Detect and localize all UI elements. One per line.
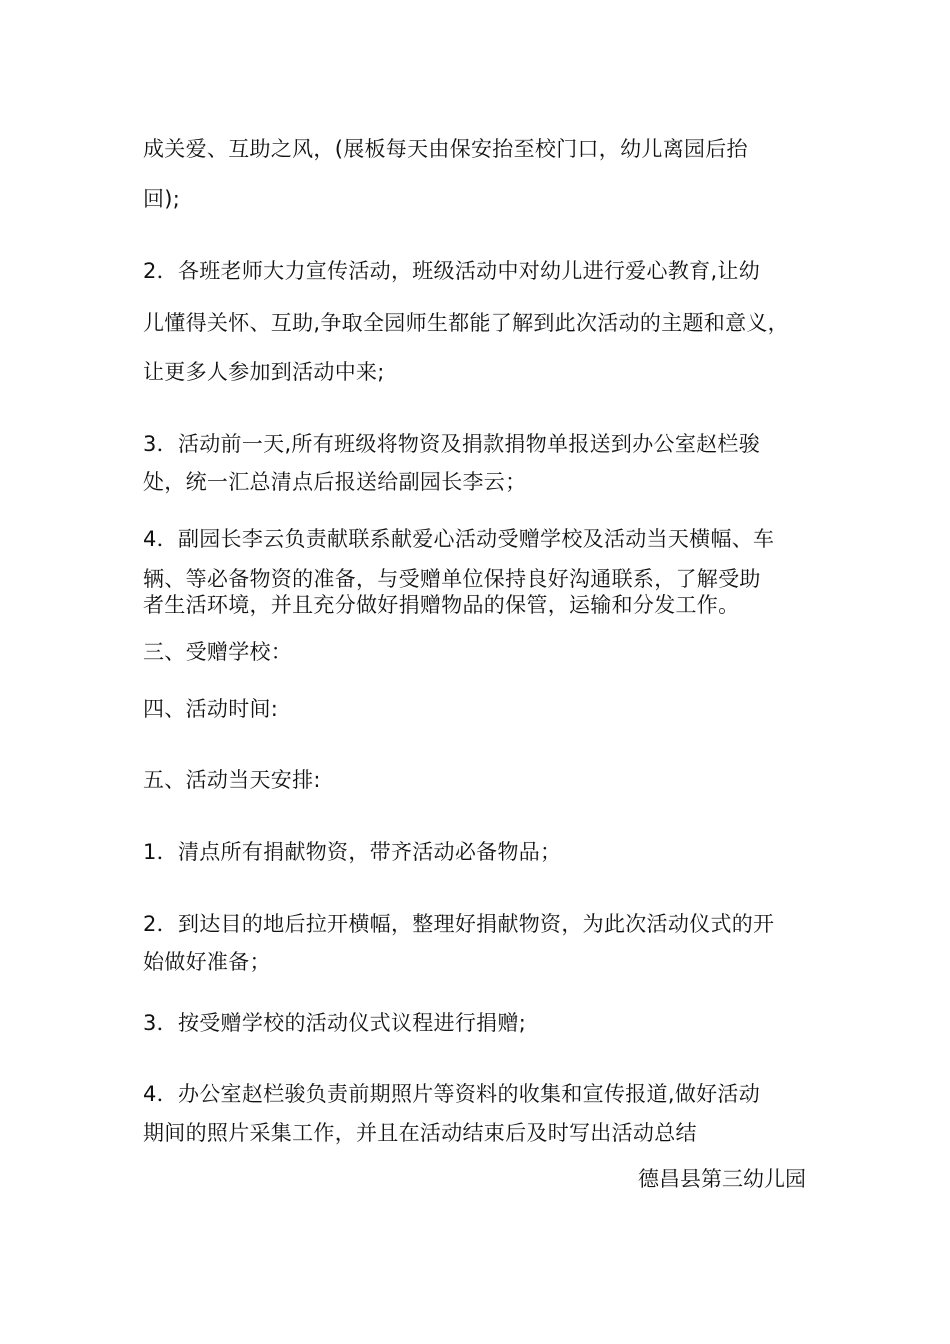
text-line: 成关爱、互助之风，(展板每天由保安抬至校门口，幼儿离园后抬 — [143, 137, 748, 161]
text-line: 3．活动前一天,所有班级将物资及捐款捐物单报送到办公室赵栏骏 — [143, 432, 761, 456]
text-line: 4．副园长李云负责献联系献爱心活动受赠学校及活动当天横幅、车 — [143, 527, 775, 551]
text-line: 者生活环境，并且充分做好捐赠物品的保管，运输和分发工作。 — [143, 593, 740, 617]
section-heading: 四、活动时间: — [143, 697, 279, 721]
signature-organization: 德昌县第三幼儿园 — [638, 1167, 806, 1191]
text-line: 3．按受赠学校的活动仪式议程进行捐赠; — [143, 1011, 527, 1035]
text-line: 始做好准备； — [143, 950, 271, 974]
text-line: 辆、等必备物资的准备，与受赠单位保持良好沟通联系，了解受助 — [143, 567, 761, 591]
text-line: 期间的照片采集工作，并且在活动结束后及时写出活动总结 — [143, 1121, 697, 1145]
text-line: 让更多人参加到活动中来; — [143, 360, 385, 384]
text-line: 2．到达目的地后拉开横幅，整理好捐献物资，为此次活动仪式的开 — [143, 912, 775, 936]
text-line: 回); — [143, 187, 181, 211]
section-heading: 五、活动当天安排: — [143, 768, 321, 792]
text-line: 1．清点所有捐献物资，带齐活动必备物品； — [143, 840, 562, 864]
section-heading: 三、受赠学校： — [143, 640, 293, 664]
text-line: 2．各班老师大力宣传活动，班级活动中对幼儿进行爱心教育,让幼 — [143, 259, 761, 283]
text-line: 处，统一汇总清点后报送给副园长李云； — [143, 470, 527, 494]
text-line: 4．办公室赵栏骏负责前期照片等资料的收集和宣传报道,做好活动 — [143, 1082, 761, 1106]
text-line: 儿懂得关怀、互助,争取全园师生都能了解到此次活动的主题和意义， — [143, 311, 789, 335]
